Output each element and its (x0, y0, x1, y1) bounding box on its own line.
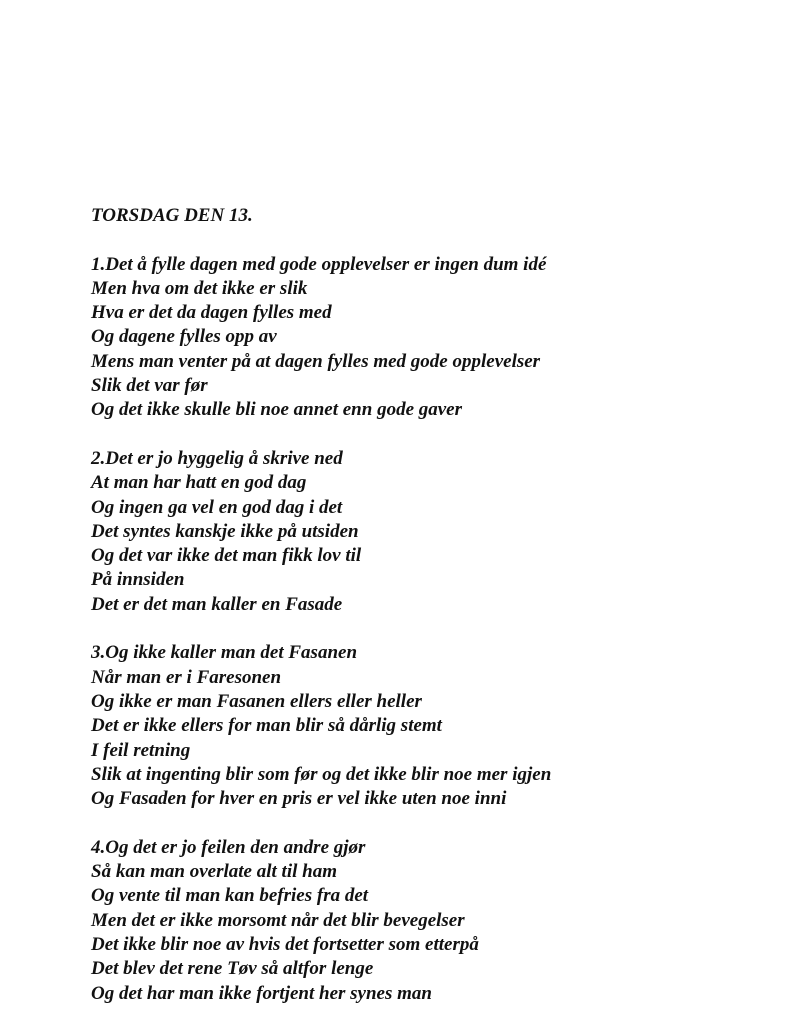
poem-line: Men det er ikke morsomt når det blir bevegelser (91, 909, 465, 931)
poem-line: 4.Og det er jo feilen den andre gjør (91, 836, 366, 858)
poem-line: Det er ikke ellers for man blir så dårlig stemt (91, 715, 442, 737)
poem-line: Slik det var før (91, 375, 208, 397)
poem-line: Hva er det da dagen fylles med (91, 302, 332, 324)
poem-line: 2.Det er jo hyggelig å skrive ned (91, 447, 343, 469)
poem-line: Men hva om det ikke er slik (91, 277, 308, 299)
poem-line: På innsiden (91, 569, 185, 591)
stanza-1 (91, 253, 791, 423)
poem-line: Det syntes kanskje ikke på utsiden (91, 520, 359, 542)
poem-line: 1.Det å fylle dagen med gode opplevelser er ingen dum idé (91, 253, 547, 275)
poem-line: Og det har man ikke fortjent her synes man (91, 982, 432, 1004)
poem-line: Og vente til man kan befries fra det (91, 885, 369, 907)
poem-line: 3.Og ikke kaller man det Fasanen (91, 642, 358, 664)
stanza-2 (91, 447, 791, 617)
poem-line: Så kan man overlate alt til ham (91, 861, 337, 883)
poem-line: Og det ikke skulle bli noe annet enn gode gaver (91, 399, 463, 421)
stanza-3 (91, 641, 791, 811)
poem-line: Mens man venter på at dagen fylles med gode opplevelser (91, 350, 541, 372)
poem-line: At man har hatt en god dag (91, 472, 307, 494)
poem-line: Det er det man kaller en Fasade (91, 593, 343, 615)
poem-line: Og Fasaden for hver en pris er vel ikke uten noe inni (91, 788, 507, 810)
poem-line: Slik at ingenting blir som før og det ikke blir noe mer igjen (91, 763, 552, 785)
poem-line: Og dagene fylles opp av (91, 326, 277, 348)
poem-line: Og ikke er man Fasanen ellers eller heller (91, 690, 422, 712)
poem-line: Det blev det rene Tøv så altfor lenge (91, 958, 374, 980)
poem-line: Og ingen ga vel en god dag i det (91, 496, 343, 518)
poem-line: Og det var ikke det man fikk lov til (91, 545, 362, 567)
poem-body (91, 204, 791, 1006)
poem-title: TORSDAG DEN 13. (91, 205, 253, 226)
poem-line: Det ikke blir noe av hvis det fortsetter som etterpå (91, 933, 479, 955)
poem-line: I feil retning (91, 739, 191, 761)
stanza-4 (91, 836, 791, 1006)
poem-line: Når man er i Faresonen (91, 666, 282, 688)
